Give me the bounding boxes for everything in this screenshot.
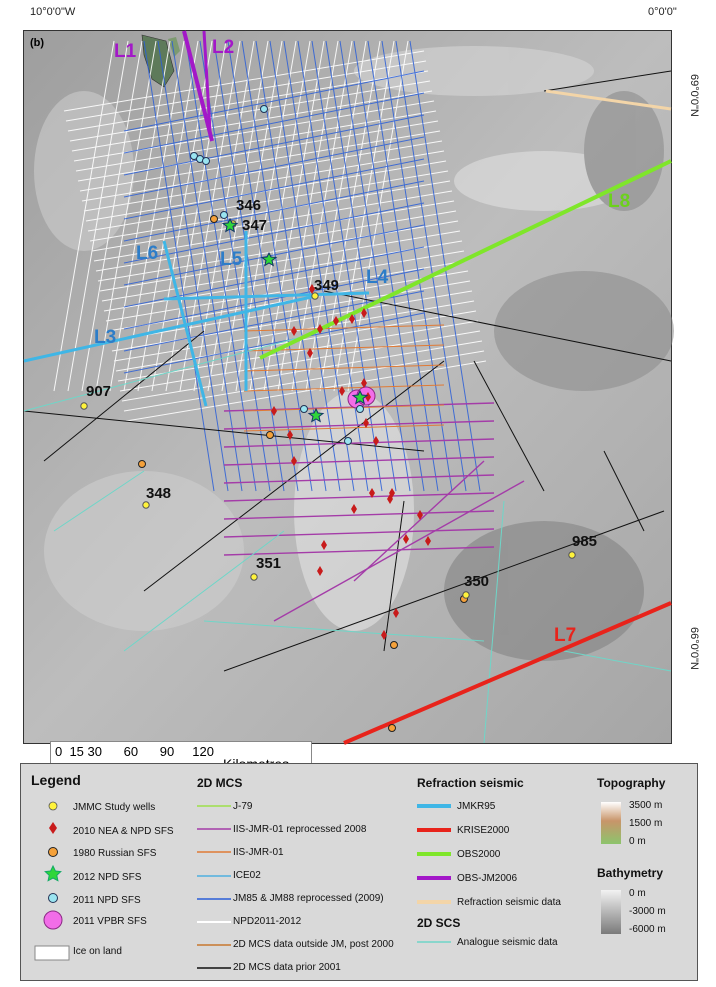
jmmc-well-marker bbox=[81, 403, 87, 409]
legend-iis-jmr-08: IIS-JMR-01 reprocessed 2008 bbox=[233, 824, 367, 835]
russian-sfs-marker bbox=[211, 216, 218, 223]
latitude-label-66n: 66°0'0"N bbox=[688, 627, 700, 670]
legend-panel bbox=[20, 763, 698, 981]
legend-2010-sfs: 2010 NEA & NPD SFS bbox=[73, 826, 174, 837]
legend-2011-npd-sfs: 2011 NPD SFS bbox=[73, 895, 141, 906]
legend-j79: J-79 bbox=[233, 801, 253, 812]
legend-mcs-swatches bbox=[197, 800, 237, 980]
legend-title: Legend bbox=[31, 772, 81, 788]
panel-label: (b) bbox=[30, 37, 45, 49]
bathy-0: 0 m bbox=[629, 888, 646, 899]
npd-2011-marker bbox=[261, 106, 268, 113]
topo-3500: 3500 m bbox=[629, 800, 663, 811]
npd-2011-marker bbox=[357, 406, 364, 413]
legend-topo-title: Topography bbox=[597, 776, 666, 790]
jmmc-well-marker bbox=[463, 592, 469, 598]
topo-1500: 1500 m bbox=[629, 818, 663, 829]
label-L3: L3 bbox=[94, 327, 117, 348]
npd-2011-marker bbox=[345, 438, 352, 445]
bathy-3000: -3000 m bbox=[629, 906, 666, 917]
bathy-ramp bbox=[601, 890, 621, 934]
legend-scs-title: 2D SCS bbox=[417, 916, 461, 930]
label-L7: L7 bbox=[554, 625, 577, 646]
legend-2012-npd-sfs: 2012 NPD SFS bbox=[73, 872, 142, 883]
legend-krise2000: KRISE2000 bbox=[457, 825, 510, 836]
well-label-349: 349 bbox=[314, 277, 340, 294]
legend-npd2011-2012: NPD2011-2012 bbox=[233, 916, 302, 927]
legend-1980-russian-sfs: 1980 Russian SFS bbox=[73, 848, 157, 859]
legend-jm85-jm88: JM85 & JM88 reprocessed (2009) bbox=[233, 893, 384, 904]
legend-mcs-prior-2001: 2D MCS data prior 2001 bbox=[233, 962, 341, 973]
latitude-label-69n: 69°0'0"N bbox=[688, 74, 700, 117]
npd-2011-marker bbox=[203, 158, 210, 165]
bathy-6000: -6000 m bbox=[629, 924, 666, 935]
legend-refraction-title: Refraction seismic bbox=[417, 776, 524, 790]
longitude-label-10w: 10°0'0"W bbox=[30, 6, 76, 18]
npd-2011-marker bbox=[301, 406, 308, 413]
label-L4: L4 bbox=[366, 267, 389, 288]
longitude-label-0: 0°0'0" bbox=[648, 6, 677, 18]
russian-sfs-marker bbox=[267, 432, 274, 439]
legend-bathy-title: Bathymetry bbox=[597, 866, 664, 880]
well-label-346: 346 bbox=[236, 197, 262, 214]
legend-mcs-outside-jm: 2D MCS data outside JM, post 2000 bbox=[233, 939, 394, 950]
well-label-347: 347 bbox=[242, 217, 268, 234]
map-panel[interactable] bbox=[23, 30, 672, 759]
well-label-348: 348 bbox=[146, 485, 172, 502]
legend-mcs-title: 2D MCS bbox=[197, 776, 243, 790]
label-L1: L1 bbox=[114, 41, 137, 62]
legend-jmmc-wells: JMMC Study wells bbox=[73, 802, 156, 813]
jmmc-well-marker bbox=[569, 552, 575, 558]
label-L8: L8 bbox=[608, 191, 631, 212]
legend-2011-vpbr-sfs: 2011 VPBR SFS bbox=[73, 916, 147, 927]
legend-obs-jm2006: OBS-JM2006 bbox=[457, 873, 518, 884]
topo-0: 0 m bbox=[629, 836, 646, 847]
legend-obs2000: OBS2000 bbox=[457, 849, 501, 860]
well-label-351: 351 bbox=[256, 555, 282, 572]
npd-2011-marker bbox=[221, 212, 228, 219]
jmmc-well-marker bbox=[251, 574, 257, 580]
legend-scs-swatch bbox=[417, 936, 457, 948]
legend-iis-jmr-01: IIS-JMR-01 bbox=[233, 847, 284, 858]
well-label-350: 350 bbox=[464, 573, 490, 590]
scale-ticks: 0 15 30 60 90 120 bbox=[55, 744, 214, 759]
legend-refraction-data: Refraction seismic data bbox=[457, 897, 561, 908]
russian-sfs-marker bbox=[139, 461, 146, 468]
legend-symbols bbox=[33, 800, 73, 986]
label-L5: L5 bbox=[220, 249, 243, 270]
legend-analogue: Analogue seismic data bbox=[457, 937, 558, 948]
jmmc-well-marker bbox=[143, 502, 149, 508]
russian-sfs-marker bbox=[389, 725, 396, 732]
topo-ramp bbox=[601, 802, 621, 844]
russian-sfs-marker bbox=[391, 642, 398, 649]
legend-refraction-swatches bbox=[417, 800, 457, 920]
well-label-907: 907 bbox=[86, 383, 112, 400]
legend-ice02: ICE02 bbox=[233, 870, 261, 881]
label-L6: L6 bbox=[136, 243, 159, 264]
well-label-985: 985 bbox=[572, 533, 598, 550]
legend-jmkr95: JMKR95 bbox=[457, 801, 496, 812]
label-L2: L2 bbox=[212, 37, 235, 58]
legend-ice-on-land: Ice on land bbox=[73, 946, 122, 957]
